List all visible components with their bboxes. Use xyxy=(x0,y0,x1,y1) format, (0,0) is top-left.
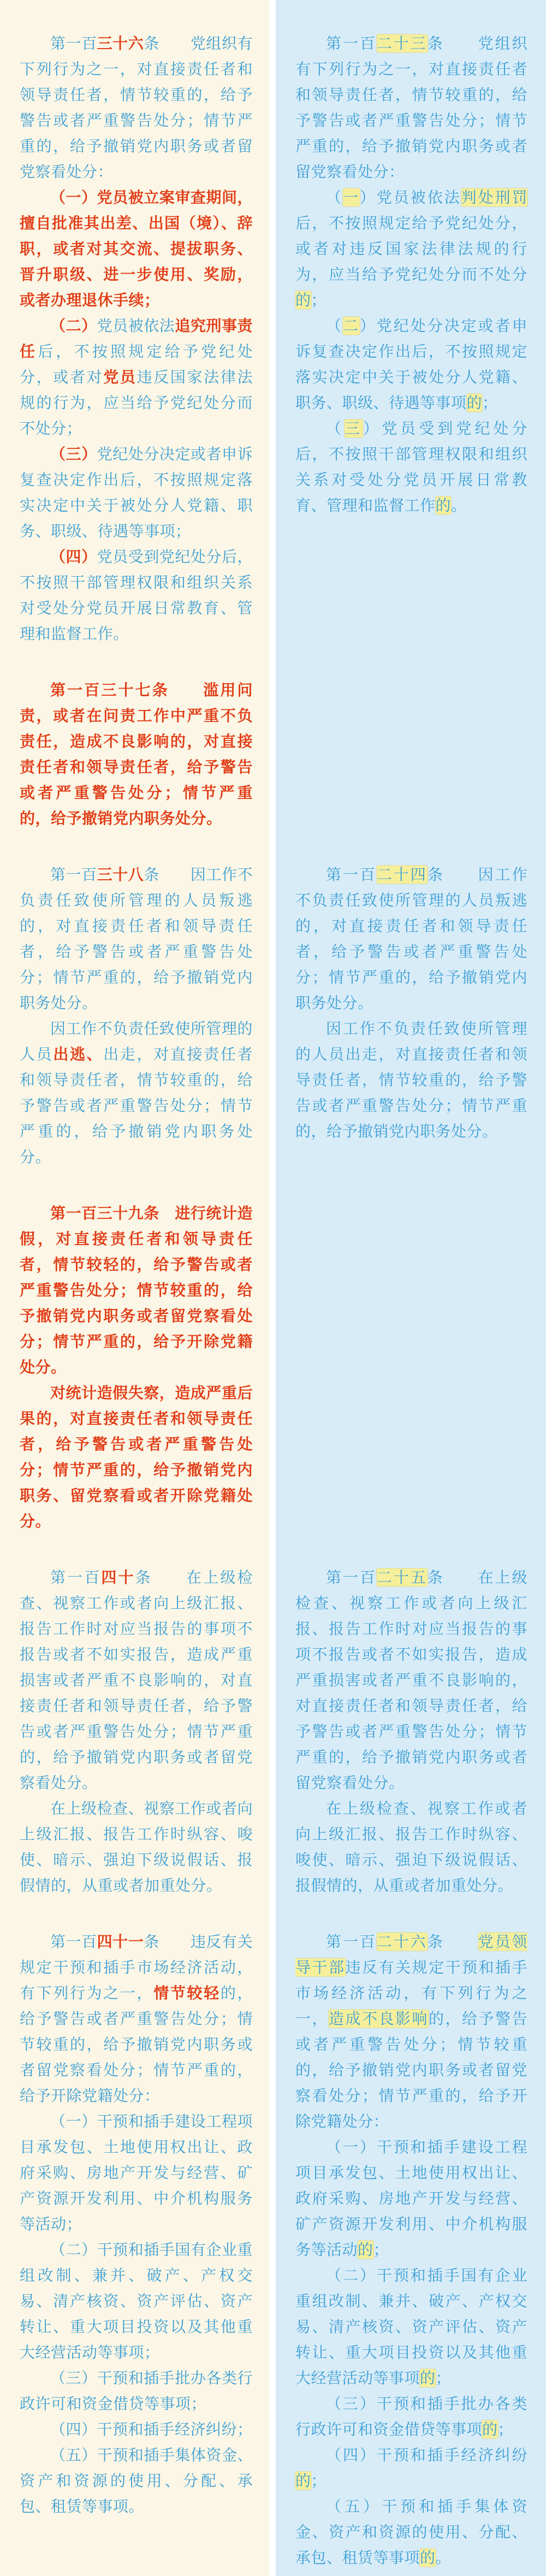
body-text: 因工作不负责任致使所管理的人员 xyxy=(20,1020,253,1063)
paragraph xyxy=(295,313,527,416)
highlighted-text: 的 xyxy=(420,2549,436,2566)
highlighted-text: 造成不良影响 xyxy=(329,2010,429,2027)
revision-emphasis-text: 党员 xyxy=(103,369,137,386)
body-text: 第一百 xyxy=(326,866,377,883)
paragraph xyxy=(20,1796,253,1898)
paragraph xyxy=(295,1016,527,1144)
paragraph xyxy=(20,185,253,313)
paragraph xyxy=(20,2109,253,2237)
body-text: 的，给予警告或者严重警告处分；情节较重的，给予撤销党内职务或者留党察看处分；情节严重的，给予开除党籍处分： xyxy=(20,1985,253,2104)
body-text: 党员受到党纪处分后，不按照干部管理权限和组织关系对受处分党员开展日常教育、管理和监督工作。 xyxy=(20,548,253,642)
body-text: 条 在上级检查、视察工作或者向上级汇报、报告工作时对应当报告的事项不报告或者不如实报告，造成严重损害或者严重不良影响的，对直接责任者和领导责任者，给予警告或者严重警告处分；情节严重的，给予撤销党内职务或者留党察看处分。 xyxy=(295,1569,527,1791)
paragraph xyxy=(20,862,253,1016)
paragraph xyxy=(295,1929,527,2134)
paragraph xyxy=(295,2391,527,2442)
article-123 xyxy=(295,31,527,518)
body-text: （ xyxy=(326,317,343,334)
body-text: （五）干预和插手集体资金、资产和资源的使用、分配、承包、租赁等事项。 xyxy=(20,2447,253,2515)
paragraph xyxy=(295,2494,527,2571)
body-text: ； xyxy=(482,394,498,411)
body-text: （一）干预和插手建设工程项目承发包、土地使用权出让、政府采购、房地产开发与经营、矿产资源开发利用、中介机构服务等活动； xyxy=(20,2113,253,2232)
body-text: 第一百 xyxy=(50,35,97,52)
article-141 xyxy=(20,1929,253,2519)
right-column-article-125 xyxy=(276,1539,546,1904)
highlighted-text: 的 xyxy=(358,2241,373,2258)
left-column-article-139 xyxy=(0,1175,269,1539)
paragraph xyxy=(295,1565,527,1796)
body-text: （二）干预和插手国有企业重组改制、兼并、破产、产权交易、清产核资、资产评估、资产转让、重大项目投资以及其他重大经营活动等事项； xyxy=(20,2241,253,2361)
body-text: ； xyxy=(373,2241,389,2258)
paragraph xyxy=(20,313,253,441)
article-126 xyxy=(295,1929,527,2571)
revision-emphasis-text: （四） xyxy=(50,548,97,565)
body-text: 在上级检查、视察工作或者向上级汇报、报告工作时纵容、唆使、暗示、强迫下级说假话、报假情的，从重或者加重处分。 xyxy=(295,1800,527,1894)
paragraph xyxy=(20,1200,253,1380)
body-text: 的，给予警告或者严重警告处分；情节较重的，给予撤销党内职务或者留党察看处分；情节严重的，给予开除党籍处分： xyxy=(295,2010,527,2130)
body-text: 条 因工作不负责任致使所管理的人员叛逃的，对直接责任者和领导责任者，给予警告或者严重警告处分；情节严重的，给予撤销党内职务处分。 xyxy=(20,866,253,1011)
body-text: ）党员受到党纪处分后，不按照干部管理权限和组织关系对受处分党员开展日常教育、管理和监督工作 xyxy=(295,420,527,514)
paragraph xyxy=(295,2134,527,2263)
highlighted-text: 二十四 xyxy=(376,866,428,883)
right-column-article-124 xyxy=(276,837,546,1175)
left-column-article-140 xyxy=(0,1539,269,1904)
paragraph xyxy=(20,677,253,831)
revision-emphasis-text: 四十 xyxy=(101,1569,135,1586)
body-text: 条 因工作不负责任致使所管理的人员叛逃的，对直接责任者和领导责任者，给予警告或者严重警告处分；情节严重的，给予撤销党内职务处分。 xyxy=(295,866,527,1011)
left-column-article-141 xyxy=(0,1904,269,2576)
highlighted-text: 判处刑罚 xyxy=(461,189,527,206)
revision-emphasis-text: 第一百三十九条 进行统计造假，对直接责任者和领导责任者，情节较轻的，给予警告或者严重警告处分；情节较重的，给予撤销党内职务或者留党察看处分；情节严重的，给予开除党籍处分。 xyxy=(20,1205,253,1376)
left-column-article-136 xyxy=(0,0,269,652)
paragraph xyxy=(295,31,527,185)
body-text: ； xyxy=(497,2421,514,2438)
body-text: 党纪处分决定或者申诉复查决定作出后，不按照规定落实决定中关于被处分人党籍、职务、职级、待遇等事项； xyxy=(20,446,253,540)
highlighted-text: 三 xyxy=(345,420,364,437)
paragraph xyxy=(20,1929,253,2109)
paragraph xyxy=(295,2442,527,2494)
highlighted-text: 二十六 xyxy=(376,1933,428,1950)
body-text: （五）干预和插手集体资金、资产和资源的使用、分配、承包、租赁等事项 xyxy=(295,2498,527,2566)
body-text: （四）干预和插手经济纠纷 xyxy=(326,2447,527,2464)
revision-emphasis-text: （二） xyxy=(50,317,97,334)
left-column-article-137 xyxy=(0,652,269,837)
right-column-empty-row-2 xyxy=(276,652,546,837)
paragraph xyxy=(295,1796,527,1898)
body-text: ）党纪处分决定或者申诉复查决定作出后，不按照规定落实决定中关于被处分人党籍、职务、职级、待遇等事项 xyxy=(295,317,527,411)
body-text: 条 党组织有下列行为之一，对直接责任者和领导责任者，情节较重的，给予警告或者严重警告处分；情节严重的，给予撤销党内职务或者留党察看处分： xyxy=(20,35,253,180)
paragraph xyxy=(20,1380,253,1534)
revision-emphasis-text: 追究刑事责任 xyxy=(20,317,253,360)
highlighted-text: 的 xyxy=(420,2370,436,2386)
body-text: （四）干预和插手经济纠纷； xyxy=(50,2421,253,2438)
body-text: 后，不按照规定给予党纪处分，或者对 xyxy=(20,343,253,386)
body-text: 出走，对直接责任者和领导责任者，情节较重的，给予警告或者严重警告处分；情节严重的，给予撤销党内职务处分。 xyxy=(20,1046,253,1165)
body-text: 条 党组织有下列行为之一，对直接责任者和领导责任者，情节较重的，给予警告或者严重警告处分；情节严重的，给予撤销党内职务或者留党察看处分： xyxy=(295,35,527,180)
article-140 xyxy=(20,1565,253,1898)
article-136 xyxy=(20,31,253,647)
body-text: 第一百 xyxy=(50,866,97,883)
body-text: 第一百 xyxy=(326,1933,377,1950)
paragraph xyxy=(20,1016,253,1170)
body-text: ； xyxy=(311,292,327,309)
body-text: （ xyxy=(326,189,343,206)
paragraph xyxy=(20,2442,253,2519)
body-text: （二）干预和插手国有企业重组改制、兼并、破产、产权交易、清产核资、资产评估、资产转让、重大项目投资以及其他重大经营活动等事项 xyxy=(295,2267,527,2386)
paragraph xyxy=(295,2263,527,2391)
revision-emphasis-text: 三十八 xyxy=(97,866,144,883)
revision-emphasis-text: 出逃、 xyxy=(53,1046,104,1063)
revision-emphasis-text: 对统计造假失察，造成严重后果的，对直接责任者和领导责任者，给予警告或者严重警告处分；情节严重的，给予撤销党内职务、留党察看或者开除党籍处分。 xyxy=(20,1384,253,1530)
body-text: 条 在上级检查、视察工作或者向上级汇报、报告工作时对应当报告的事项不报告或者不如实报告，造成严重损害或者严重不良影响的，对直接责任者和领导责任者，给予警告或者严重警告处分；情节严重的，给予撤销党内职务或者留党察看处分。 xyxy=(20,1569,253,1791)
paragraph xyxy=(295,416,527,518)
revision-emphasis-text: （三） xyxy=(50,446,97,463)
highlighted-text: 的 xyxy=(435,497,452,514)
paragraph xyxy=(20,2365,253,2417)
paragraph xyxy=(20,441,253,544)
body-text: 违反国家法律法规的行为，应当给予党纪处分而不处分； xyxy=(20,369,253,437)
highlighted-text: 的 xyxy=(295,292,311,309)
revision-emphasis-text: 四十一 xyxy=(97,1933,144,1950)
article-137 xyxy=(20,677,253,831)
body-text: ； xyxy=(435,2370,452,2386)
highlighted-text: 的 xyxy=(295,2472,311,2489)
body-text: （一）干预和插手建设工程项目承发包、土地使用权出让、政府采购、房地产开发与经营、矿产资源开发利用、中介机构服务等活动 xyxy=(295,2139,527,2258)
paragraph xyxy=(20,1565,253,1796)
right-column-article-123 xyxy=(276,0,546,652)
body-text: 条 违反有关规定干预和插手市场经济活动，有下列行为之一， xyxy=(20,1933,253,2001)
body-text: 后，不按照规定给予党纪处分，或者对违反国家法律法规的行为，应当给予党纪处分而不处分 xyxy=(295,215,527,283)
highlighted-text: 党员领导干部 xyxy=(295,1933,527,1976)
highlighted-text: 二 xyxy=(342,317,360,334)
paragraph xyxy=(20,31,253,185)
revision-emphasis-text: （一）党员被立案审查期间，擅自批准其出差、出国（境）、辞职，或者对其交流、提拔职务、晋升职级、进一步使用、奖励，或者办理退休手续； xyxy=(20,189,253,309)
body-text: （三）干预和插手批办各类行政许可和资金借贷等事项； xyxy=(20,2370,253,2412)
body-text: （三）干预和插手批办各类行政许可和资金借贷等事项 xyxy=(295,2395,527,2438)
article-139 xyxy=(20,1200,253,1534)
revision-emphasis-text: 第一百三十七条 滥用问责，或者在问责工作中严重不负责任，造成不良影响的，对直接责任者和领导责任者，给予警告或者严重警告处分；情节严重的，给予撤销党内职务处分。 xyxy=(20,682,253,827)
highlighted-text: 一 xyxy=(342,189,360,206)
body-text: 党员被依法 xyxy=(97,317,175,334)
paragraph xyxy=(20,2237,253,2365)
body-text: 第一百 xyxy=(326,1569,377,1586)
body-text: 。 xyxy=(435,2549,452,2566)
body-text: （ xyxy=(326,420,345,437)
right-column-empty-row-4 xyxy=(276,1175,546,1539)
paragraph xyxy=(20,2417,253,2442)
article-138 xyxy=(20,862,253,1170)
left-column-article-138 xyxy=(0,837,269,1175)
body-text: 违反有关规定干预和插手市场经济活动，有下列行为之一， xyxy=(295,1959,527,2027)
body-text: ； xyxy=(311,2472,327,2489)
highlighted-text: 二十五 xyxy=(376,1569,428,1586)
article-125 xyxy=(295,1565,527,1898)
body-text: 第一百 xyxy=(326,35,377,52)
article-124 xyxy=(295,862,527,1144)
revision-emphasis-text: 情节较轻 xyxy=(153,1985,221,2001)
highlighted-text: 二十三 xyxy=(376,35,428,52)
body-text: 第一百 xyxy=(50,1933,97,1950)
highlighted-text: 的 xyxy=(482,2421,498,2438)
body-text: 在上级检查、视察工作或者向上级汇报、报告工作时纵容、唆使、暗示、强迫下级说假话、报假情的，从重或者加重处分。 xyxy=(20,1800,253,1894)
body-text: 第一百 xyxy=(50,1569,102,1586)
right-column-article-126 xyxy=(276,1904,546,2576)
highlighted-text: 的 xyxy=(466,394,483,411)
paragraph xyxy=(295,185,527,313)
paragraph xyxy=(20,544,253,647)
body-text: 条 xyxy=(427,1933,478,1950)
body-text: 。 xyxy=(451,497,467,514)
body-text: 因工作不负责任致使所管理的人员出走，对直接责任者和领导责任者，情节较重的，给予警告或者严重警告处分；情节严重的，给予撤销党内职务处分。 xyxy=(295,1020,527,1140)
paragraph xyxy=(295,862,527,1016)
revision-emphasis-text: 三十六 xyxy=(97,35,144,52)
body-text: ）党员被依法 xyxy=(359,189,461,206)
